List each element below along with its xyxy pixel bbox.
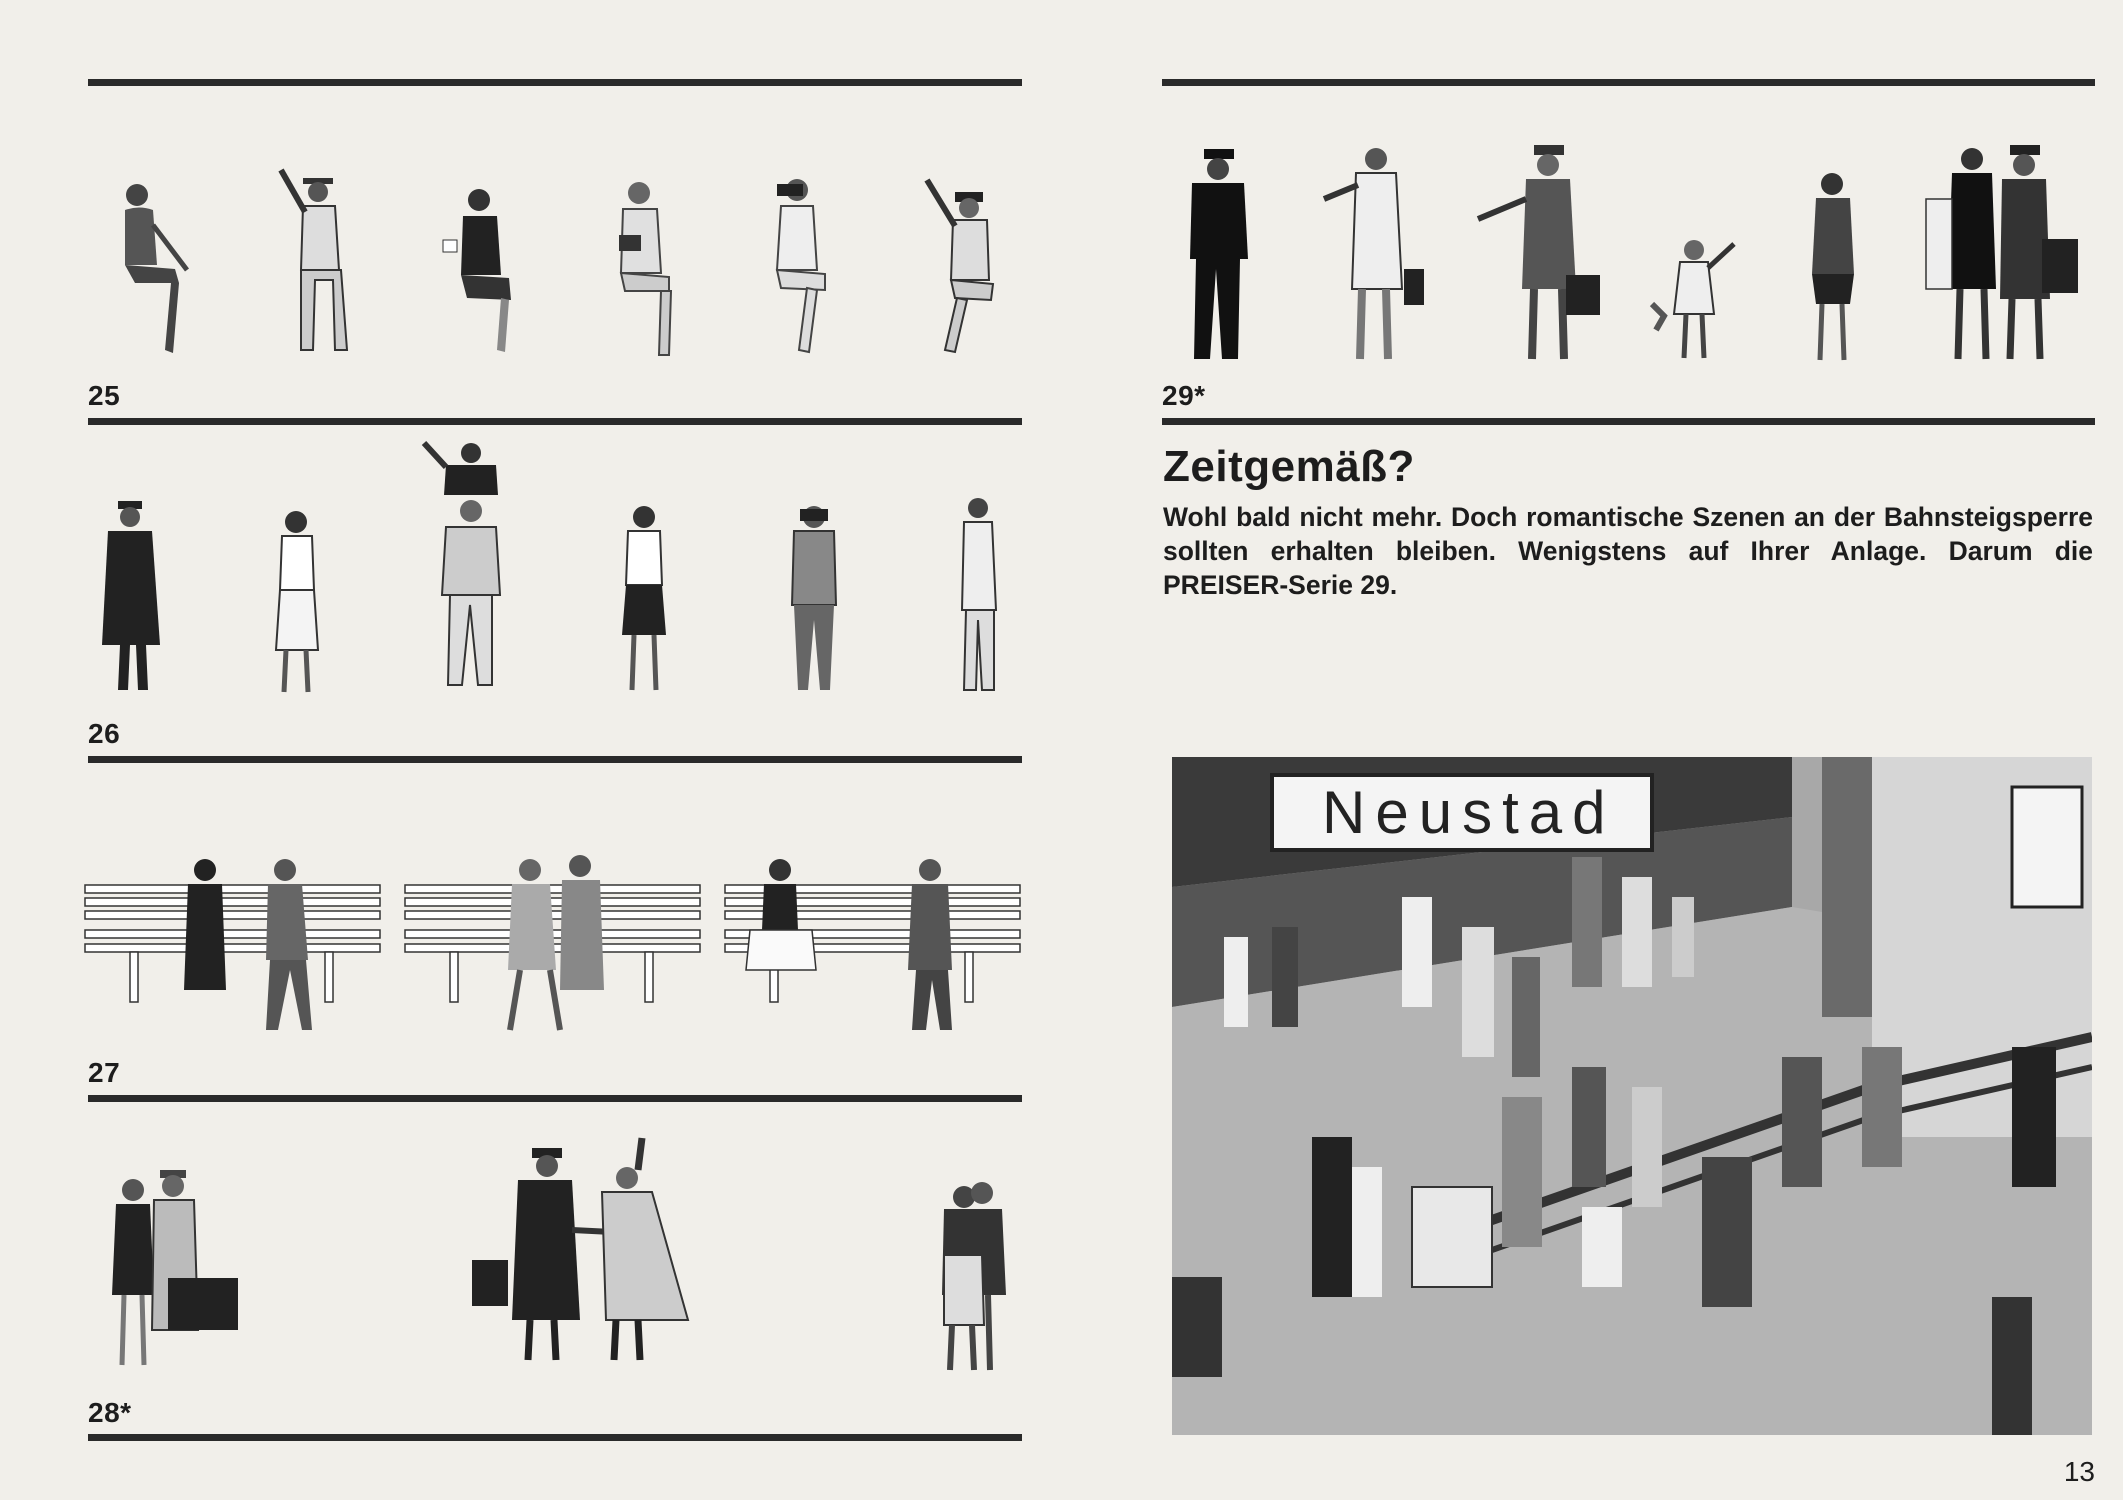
- greeting-couple-figure: [98, 1160, 248, 1375]
- embracing-couple-figure: [922, 1175, 1022, 1375]
- platform-photo: [1172, 757, 2092, 1435]
- handshake-figure: [462, 1120, 702, 1365]
- woman-with-handbag-figure: [1788, 164, 1878, 364]
- standing-side-figure: [938, 490, 1018, 695]
- platform-scene: [1172, 757, 2092, 1435]
- standing-binoculars-figure: [764, 495, 864, 695]
- figures-barrier: [1162, 138, 2082, 364]
- section-rule: [88, 1095, 1022, 1102]
- seated-binoculars-figure: [747, 160, 847, 360]
- standing-woman-figure: [252, 500, 342, 695]
- top-rule-left: [88, 79, 1022, 86]
- section-number: 29*: [1162, 380, 1206, 411]
- seated-waving-figure: [263, 160, 373, 360]
- figures-standing: [88, 440, 1018, 695]
- body-text: Wohl bald nicht mehr. Doch romantische Szenen an der Bahnsteigsperre sollten erhalten bleiben. Wenigstens auf Ihrer Anlage. Darum die PREISER-Serie 29.: [1163, 502, 2093, 600]
- section-number: 26: [88, 718, 121, 749]
- traveler-with-bag-figure: [1316, 139, 1426, 364]
- seated-woman-figure: [431, 170, 531, 360]
- section-number: 27: [88, 1057, 121, 1088]
- section-number: 28*: [88, 1397, 132, 1428]
- page-number: 13: [2063, 1456, 2095, 1487]
- seated-figure: [95, 165, 205, 360]
- railway-official-figure: [1162, 139, 1272, 364]
- top-rule-right: [1162, 79, 2095, 86]
- bench-couple-figure: [80, 840, 385, 1040]
- standing-shading-eyes-figure: [600, 495, 690, 695]
- figures-benches: [80, 840, 1025, 1040]
- man-carrying-child-figure: [416, 435, 526, 695]
- bench-couple-figure: [400, 840, 705, 1040]
- bench-couple-figure: [720, 840, 1025, 1040]
- seated-cheering-figure: [905, 160, 1015, 360]
- couple-with-luggage-figure: [1922, 139, 2082, 364]
- section-rule: [1162, 418, 2095, 425]
- section-rule: [88, 418, 1022, 425]
- standing-coat-figure: [88, 495, 178, 695]
- figures-seated: [95, 150, 1015, 360]
- station-sign: Neustad: [1322, 779, 1616, 846]
- section-rule: [88, 756, 1022, 763]
- section-number: 25: [88, 380, 121, 411]
- traveler-hat-figure: [1470, 139, 1600, 364]
- child-with-toy-figure: [1644, 234, 1744, 364]
- seated-man-figure: [589, 165, 689, 360]
- bottom-rule-left: [88, 1434, 1022, 1441]
- headline: Zeitgemäß?: [1163, 442, 1415, 491]
